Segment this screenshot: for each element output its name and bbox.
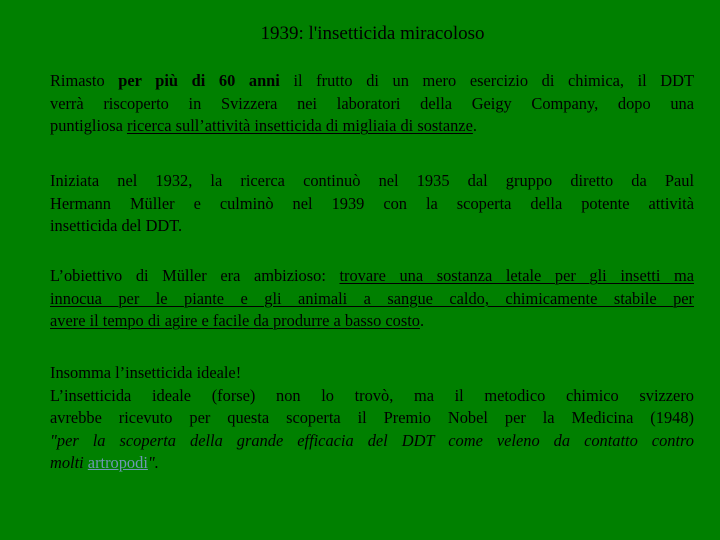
text-run: , la ricerca continuò nel	[188, 171, 417, 190]
text-run: il frutto di un mero esercizio di chimica, il DDT	[279, 71, 694, 90]
text-run: Hermann Müller e culminò nel	[50, 193, 332, 213]
artropodi-link[interactable]: artropodi	[87, 453, 148, 473]
text-run: Iniziata nel	[50, 171, 156, 190]
underlined-text: innocua per le piante e gli animali a sangue caldo, chimicamente stabile per	[50, 288, 694, 308]
text-line	[50, 115, 694, 138]
paragraph-research	[50, 170, 694, 238]
text-run: L’obiettivo di Müller era ambizioso:	[50, 266, 340, 285]
italic-text: molti	[50, 453, 88, 473]
underlined-text: ricerca sull’attività insetticida di migliaia di sostanze	[126, 116, 473, 136]
nobel-quote-line	[50, 430, 694, 453]
year-text: 1932	[155, 171, 189, 190]
paragraph-objective	[50, 265, 694, 333]
text-line: verrà riscoperto in Svizzera nei laboratori della Geigy Company, dopo una	[50, 93, 694, 113]
text-run: dal gruppo diretto da Paul	[449, 171, 695, 190]
text-line	[50, 70, 694, 93]
italic-text: "per la scoperta della grande efficacia del DDT come veleno da contatto contro	[50, 430, 694, 450]
text-line	[50, 265, 694, 288]
text-line	[50, 170, 694, 193]
text-line	[50, 310, 694, 333]
paragraph-history	[50, 70, 694, 138]
text-run: Rimasto	[50, 71, 119, 90]
underlined-text: avere il tempo di agire e facile da produrre a basso costo	[50, 311, 420, 331]
paragraph-conclusion	[50, 362, 694, 475]
text-line: avrebbe ricevuto per questa scoperta il Premio Nobel per la Medicina (1948)	[50, 408, 694, 428]
text-line: insetticida del DDT.	[50, 216, 183, 236]
slide-title: 1939: l'insetticida miracoloso	[260, 23, 485, 44]
nobel-quote-line	[50, 452, 694, 475]
text-run: puntigliosa	[50, 116, 127, 136]
year-text: 1939	[331, 193, 365, 213]
text-run: .	[420, 311, 425, 331]
text-run: con la scoperta della potente attività	[364, 193, 694, 213]
text-line: L’insetticida ideale (forse) non lo trovò, ma il metodico chimico svizzero	[50, 385, 694, 405]
bold-text: per più di 60 anni	[118, 71, 280, 90]
underlined-text: trovare una sostanza letale per gli insetti ma	[339, 266, 694, 285]
text-run: .	[472, 116, 477, 136]
text-line: Insomma l’insetticida ideale!	[50, 363, 242, 382]
italic-text: ".	[147, 453, 159, 473]
text-line	[50, 193, 694, 216]
year-text: 1935	[416, 171, 450, 190]
